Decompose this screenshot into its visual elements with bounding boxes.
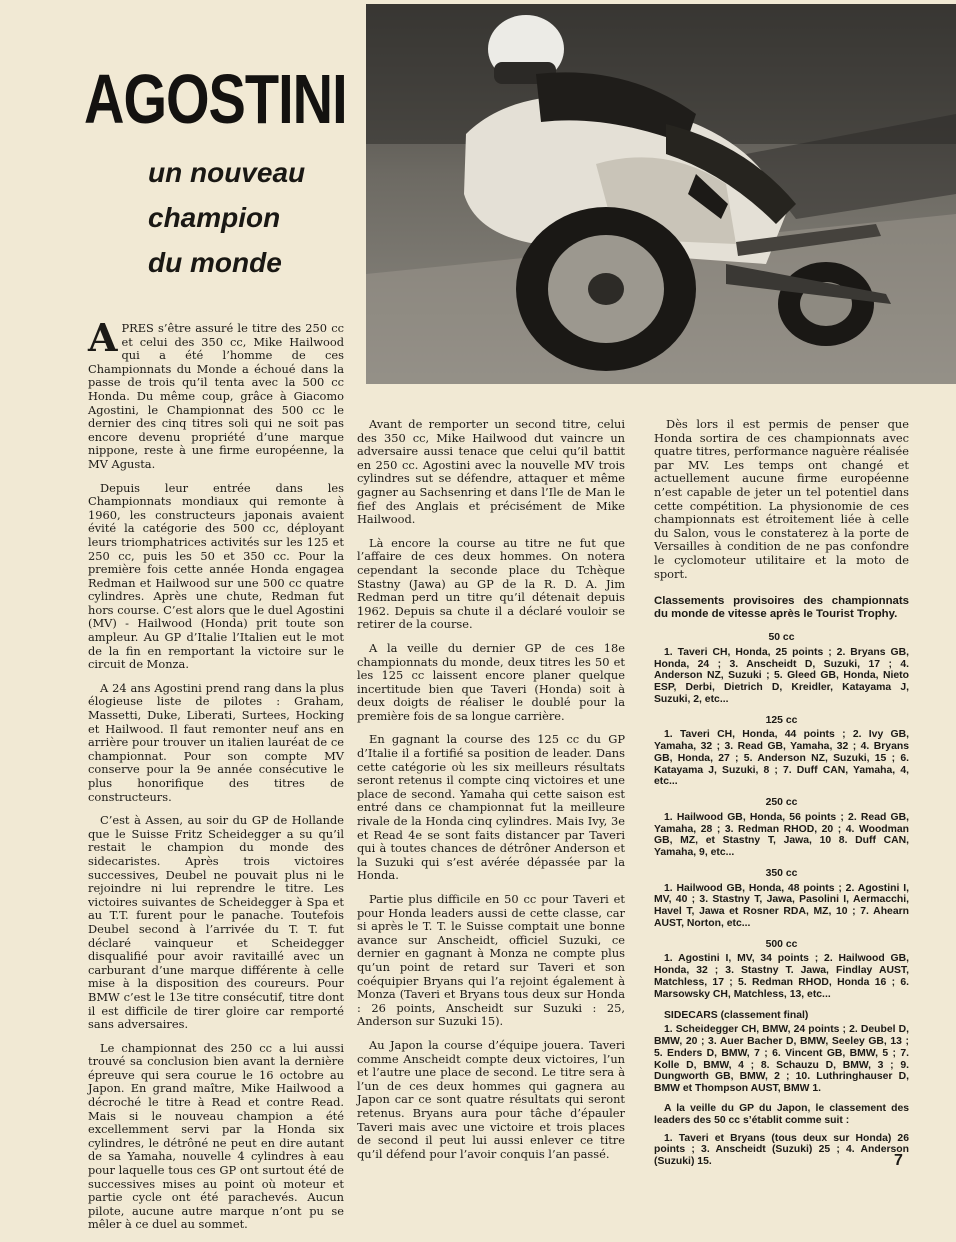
class-heading-350cc: 350 cc [765,868,798,880]
paragraph-text: PRES s’être assuré le titre des 250 cc et celui des 350 cc, Mike Hailwood qui a été l’homme de ces Championnats du Monde a échoué dans la passe de trois qu’il tenta avec la 500 cc Honda. Du même coup, grâce à Giacomo Agostini, le Championnat des 500 cc le dernier des cinq titres soli qui ne soit pas encore devenu propriété d’une marque nippone, reste à une firme européenne, la MV Agusta. [88,321,344,471]
class-heading-250cc: 250 cc [765,797,798,809]
paragraph-2-5: Partie plus difficile en 50 cc pour Taveri et pour Honda leaders aussi de cette classe, car si après le T. T. le Suisse comptait une bonne avance sur Anscheidt, officiel Suzuki, ce dernier en gagnant à Monza ne compte plus qu’un point de retard sur Taveri et son coéquipier Bryans qui l’a rejoint également à Monza (Taveri et Bryans tous deux sur Honda : 26 points, Anscheidt sur Suzuki : 25, Anderson sur Suzuki 15). [357,892,625,1029]
paragraph-2-3: A la veille du dernier GP de ces 18e championnats du monde, deux titres les 50 et les 125 cc laissent encore planer quelque incertitude bien que Taveri (Honda) soit à deux doigts de réaliser le doublé pour la première fois de sa longue carrière. [357,640,625,723]
results-title: Classements provisoires des championnats du monde de vitesse après le Tourist Trophy. [654,595,909,621]
class-results-125cc: 1. Taveri CH, Honda, 44 points ; 2. Ivy GB, Yamaha, 32 ; 3. Read GB, Yamaha, 32 ; 4. Bryans GB, Honda, 27 ; 5. Anderson NZ, Suzuki, 15 ; 6. Katayama J, Suzuki, 8 ; 7. Duff CAN, Yamaha, 4, etc... [654,729,909,788]
title-block [84,59,364,285]
paragraph-3-1: Dès lors il est permis de penser que Honda sortira de ces championnats avec quatre titres, performance naguère réalisée par MV. Les temps ont changé et actuellement aucune firme européenne n’est capable de jeter un tel potentiel dans cette compétition. La physionomie de ces championnats est étroitement liée à celle du Salon, vous le constaterez à la porte de Versailles à condition de ne pas confondre le cyclomoteur utilitaire et la moto de sport. [654,417,909,581]
sidecars-results: 1. Scheidegger CH, BMW, 24 points ; 2. Deubel D, BMW, 20 ; 3. Auer Bacher D, BMW, Seeley GB, 13 ; 5. Enders D, BMW, 7 ; 6. Vincent GB, BMW, 5 ; 7. Kolle D, BMW, 4 ; 8. Schauzu D, BMW, 3 ; 9. Dungworth GB, BMW, 2 ; 10. Luthringhauser D, BMW et Thompson AUST, BMW 1. [654,1024,909,1095]
dropcap: A [88,315,118,360]
subtitle-line-1: un nouveau [148,157,306,188]
article-column-3 [654,418,909,1176]
paragraph-2-1: Avant de remporter un second titre, celui des 350 cc, Mike Hailwood dut vaincre un adversaire aussi tenace que celui qu’il battit en 250 cc. Agostini avec la nouvelle MV trois cylindres sut se défendre, attaquer et même gagner au Sachsenring et dans l’Ile de Man le fief des Anglais et précisément de Mike Hailwood. [357,417,625,527]
class-results-350cc: 1. Hailwood GB, Honda, 48 points ; 2. Agostini I, MV, 40 ; 3. Stastny T, Jawa, Pasolini I, Aermacchi, Havel T, Jawa et Rosner RDA, MZ, 10 ; 7. Ahearn AUST, Norton, etc... [654,882,909,930]
paragraph-1-1 [88,315,344,472]
subtitle [84,150,364,285]
headline: AGOSTINI [84,59,347,138]
class-heading-500cc: 500 cc [765,938,798,950]
subtitle-line-2: champion [148,202,281,233]
japan-gp-standings: 1. Taveri et Bryans (tous deux sur Honda) 26 points ; 3. Anscheidt (Suzuki) 25 ; 4. Anderson (Suzuki) 15. [654,1132,909,1168]
paragraph-2-6: Au Japon la course d’équipe jouera. Taveri comme Anscheidt compte deux victoires, l’un et l’autre une place de second. Le titre sera à l’un de ces deux hommes qui gagnera au Japon car ce sont quatre résultats qui seront retenus. Bryans aura pour tâche d’épauler Taveri mais avec une victoire et trois places de second il peut lui aussi enlever ce titre qu’il défend pour l’avoir conquis l’an passé. [357,1037,625,1161]
class-results-500cc: 1. Agostini I, MV, 34 points ; 2. Hailwood GB, Honda, 32 ; 3. Stastny T. Jawa, Findlay AUST, Matchless, 17 ; 5. Redman RHOD, Honda 16 ; 6. Marsowsky CH, Matchless, 13, etc... [654,953,909,1000]
paragraph-1-5: Le championnat des 250 cc a lui aussi trouvé sa conclusion bien avant la dernière épreuve qui sera courue le 16 octobre au Japon. En grand maître, Mike Hailwood a décroché le titre à Read et contre Read. Mais si le nouveau champion a été excellemment servi par la Honda six cylindres, le détrôné ne peut en dire autant de sa Yamaha, nouvelle 4 cylindres à eau pour laquelle tous ces GP ont surtout été de successives mises au point où moteur et partie cycle ont été parachevés. Aucun pilote, aucune autre marque n’ont pu se mêler à ce duel au sommet. [88,1040,344,1232]
paragraph-1-3: A 24 ans Agostini prend rang dans la plus élogieuse liste de pilotes : Graham, Massetti, Duke, Liberati, Surtees, Hocking et Hailwood. Il faut remonter neuf ans en arrière pour trouver un italien lauréat de ce championnat. Pour son compte MV conserve pour la 9e année consécutive le plus honorifique des titres de constructeurs. [88,680,344,804]
paragraph-2-2: Là encore la course au titre ne fut que l’affaire de ces deux hommes. On notera cependant la seconde place du Tchèque Stastny (Jawa) au GP de la R. D. A. Jim Redman perd un titre qu’il détenait depuis 1962. Depuis sa chute il a déclaré vouloir se retirer de la course. [357,535,625,632]
article-column-1 [88,315,344,1242]
class-results-50cc: 1. Taveri CH, Honda, 25 points ; 2. Bryans GB, Honda, 24 ; 3. Anscheidt D, Suzuki, 17 ; 4. Anderson NZ, Suzuki ; 5. Gleed GB, Honda, Nieto ESP, Derbi, Dietrich D, Kreidler, Katayama J, Suzuki, 2, etc... [654,646,909,705]
class-heading-50cc: 50 cc [768,632,795,644]
sidecars-heading: SIDECARS (classement final) [664,1009,809,1021]
motorcycle-racer-image [366,4,956,384]
racing-photo [366,4,956,384]
japan-gp-note: A la veille du GP du Japon, le classement des leaders des 50 cc s’établit comme suit : [654,1103,909,1126]
paragraph-2-4: En gagnant la course des 125 cc du GP d’Italie il a fortifié sa position de leader. Dans cette catégorie où les six meilleurs résultats seront retenus il compte cinq victoires et une place de second. Yamaha qui cette saison est entré dans ce championnat fut la meilleure rivale de la Honda cinq cylindres. Mais Ivy, 3e et Read 4e se sont faits distancer par Taveri qui à toutes chances de détrôner Anderson et la Suzuki qui s’est avérée dépassée par la Honda. [357,732,625,883]
paragraph-1-2: Depuis leur entrée dans les Championnats mondiaux qui remonte à 1960, les constructeurs japonais avaient évité la catégorie des 500 cc, déployant leurs triomphatrices activités sur les 125 et 250 cc, puis les 50 et 350 cc. Pour la première fois cette année Honda engagea Redman et Hailwood sur une 500 cc quatre cylindres. Après une chute, Redman fut hors course. C’est alors que le duel Agostini (MV) - Hailwood (Honda) prit toute son ampleur. Au GP d’Italie l’Italien eut le mot de la fin en remportant la victoire sur le circuit de Monza. [88,480,344,672]
page-number: 7 [894,1152,903,1169]
class-results-250cc: 1. Hailwood GB, Honda, 56 points ; 2. Read GB, Yamaha, 28 ; 3. Redman RHOD, 20 ; 4. Woodman GB, MZ, et Stastny T, Jawa, 10 8. Duff CAN, Yamaha, 9, etc... [654,811,909,859]
class-heading-125cc: 125 cc [765,714,798,726]
paragraph-1-4: C’est à Assen, au soir du GP de Hollande que le Suisse Fritz Scheidegger a su qu’il restait le champion du monde des sidecaristes. Après trois victoires successives, Deubel ne pouvait plus ni le rejoindre ni lui reprendre le titre. Les victoires suivantes de Scheidegger à Spa et au T.T. furent pour le panache. Toutefois Deubel second à l’arrivée du T. T. fut déclaré vainqueur et Scheidegger disqualifié pour avoir ravitaillé avec un carburant d’une marque différente à celle mise à la disposition des coureurs. Pour BMW c’est le 13e titre consécutif, titre dont il est difficile de tirer gloire car remporté sans adversaires. [88,813,344,1032]
article-column-2 [357,418,625,1171]
subtitle-line-3: du monde [148,247,282,278]
